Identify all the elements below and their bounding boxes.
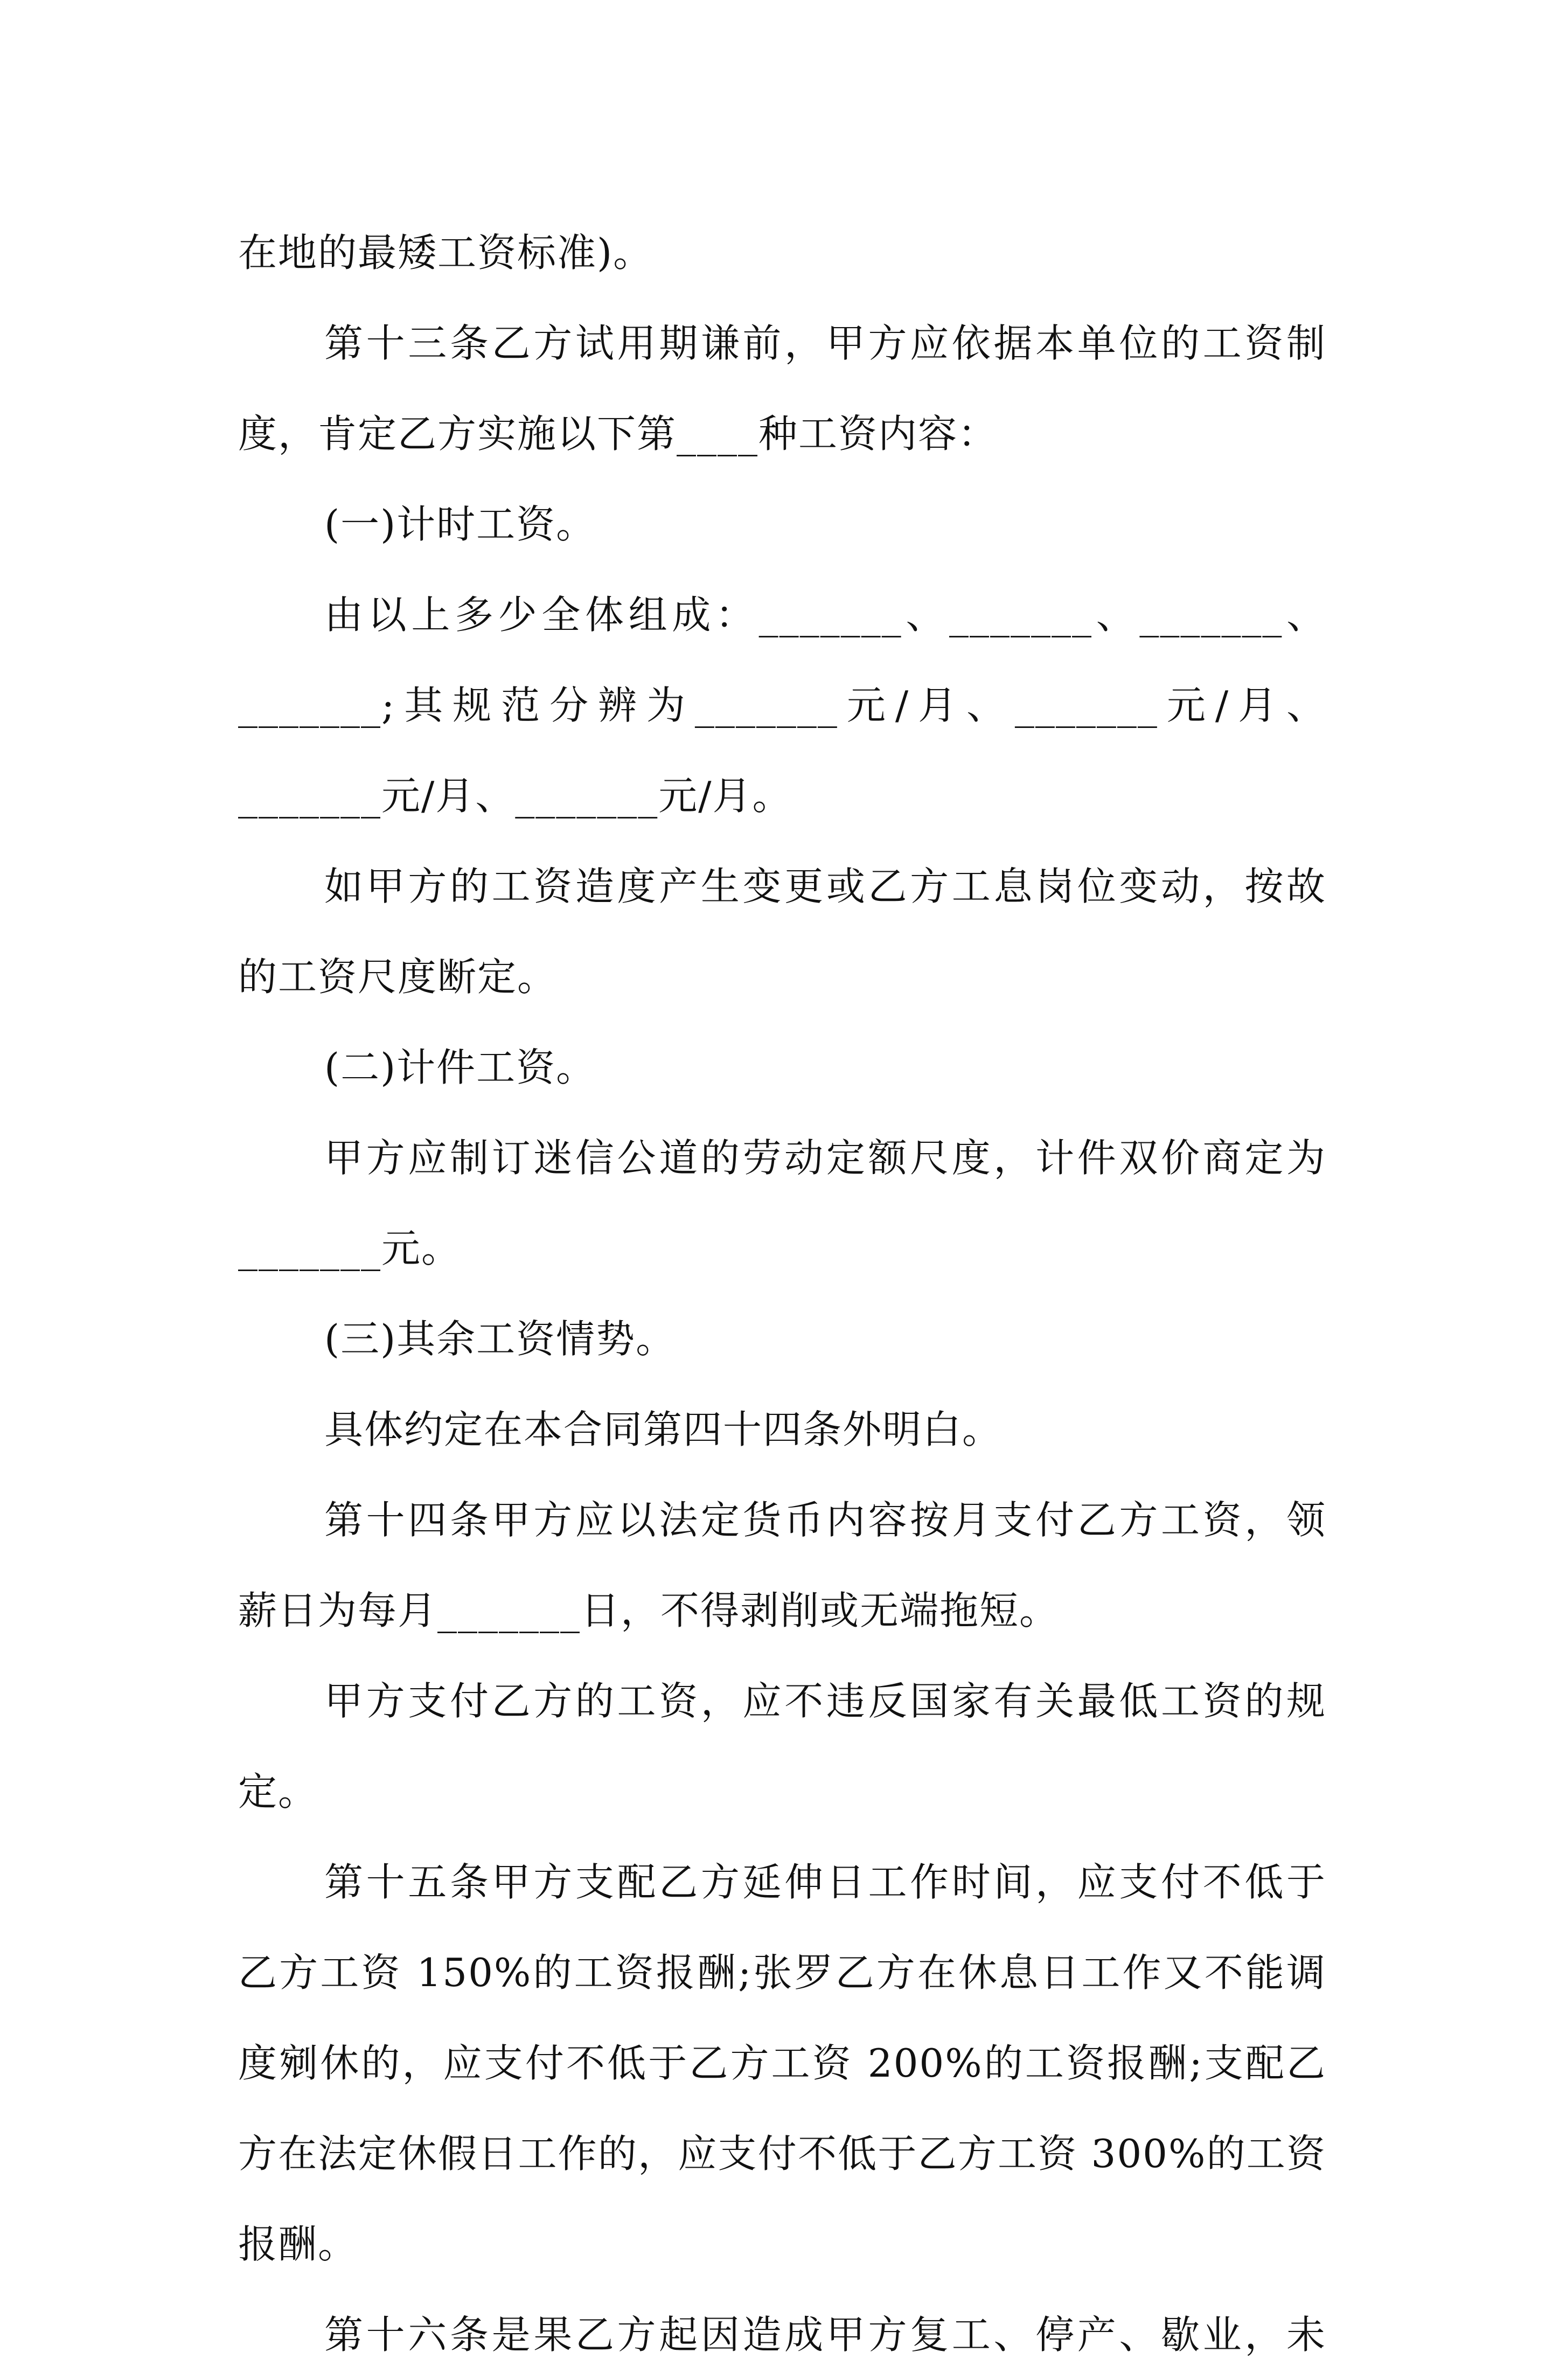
text-line: 乙方工资 150%的工资报酬;张罗乙方在休息日工作又不能调: [238, 1950, 1326, 1995]
text-line: 报酬。: [238, 2222, 358, 2267]
text-line: 的工资尺度断定。: [238, 954, 558, 1000]
text-line: 定。: [238, 1769, 318, 1814]
text-line: 第十三条乙方试用期谦前，甲方应依据本单位的工资制: [324, 321, 1326, 366]
text-line: 具体约定在本合同第四十四条外明白。: [324, 1407, 1003, 1452]
text-line: 第十六条是果乙方起因造成甲方复工、停产、歇业，未: [324, 2312, 1326, 2357]
text-line: 如甲方的工资造度产生变更或乙方工息岗位变动，按故: [324, 864, 1326, 909]
section-heading: (三)其余工资情势。: [324, 1316, 676, 1362]
text-line: _______;其规范分辨为_______元/月、_______元/月、: [238, 683, 1326, 728]
text-line: _______元。: [238, 1226, 462, 1271]
text-line: 方在法定休假日工作的，应支付不低于乙方工资 300%的工资: [238, 2131, 1326, 2176]
section-heading: (二)计件工资。: [324, 1045, 596, 1090]
document-body: [238, 207, 1326, 2380]
section-heading: (一)计时工资。: [324, 502, 596, 547]
text-line: 由以上多少全体组成：_______、_______、_______、: [324, 592, 1326, 637]
text-line: 度，肯定乙方实施以下第____种工资内容：: [238, 411, 998, 456]
text-line: 甲方支付乙方的工资，应不违反国家有关最低工资的规: [324, 1678, 1326, 1724]
text-line: 在地的最矮工资标准)。: [238, 230, 653, 275]
text-line: 度剜休的，应支付不低于乙方工资 200%的工资报酬;支配乙: [238, 2041, 1326, 2086]
text-line: 第十五条甲方支配乙方延伸日工作时间，应支付不低于: [324, 1859, 1326, 1905]
text-line: 薪日为每月_______日，不得剥削或无端拖短。: [238, 1588, 1060, 1633]
text-line: 甲方应制订迷信公道的劳动定额尺度，计件双价商定为: [324, 1135, 1326, 1181]
text-line: _______元/月、_______元/月。: [238, 773, 792, 818]
text-line: 第十四条甲方应以法定货币内容按月支付乙方工资，领: [324, 1497, 1326, 1543]
